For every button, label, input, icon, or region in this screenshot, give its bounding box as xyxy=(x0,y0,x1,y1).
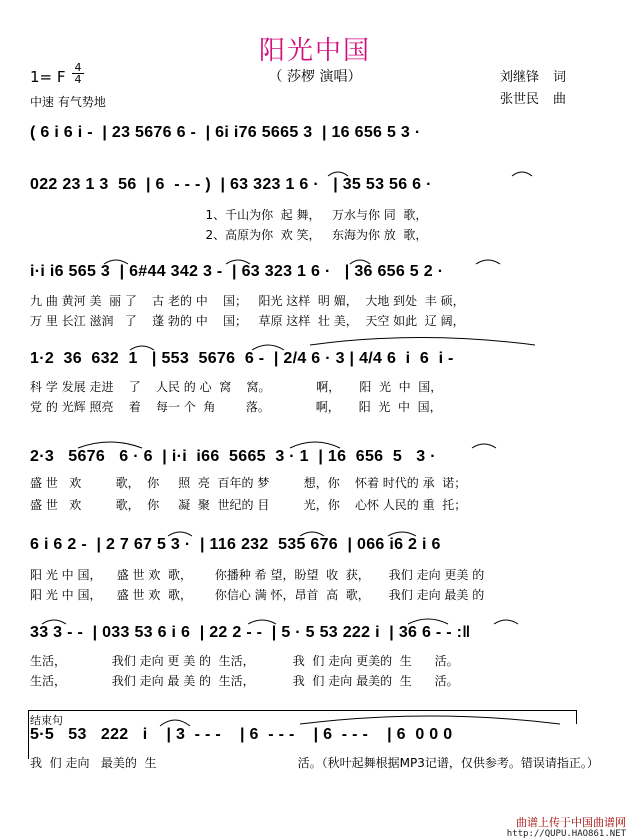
time-signature-bottom: 4 xyxy=(74,73,82,86)
lyric-system-3-verse-2: 万 里 长江 滋润 了 蓬 勃的 中 国； 草原 这样 壮 美， 天空 如此 辽 阔， xyxy=(30,314,465,328)
lyric-system-4-verse-1: 科 学 发展 走进 了 人民 的 心 窝 窝。 啊， 阳 光 中 国， xyxy=(30,380,443,394)
slur-mark xyxy=(388,532,416,536)
notes-system-5: 2·3 5676 6 · 6 | i·i i66 5665 3 · 1 | 16 656 5 3 · xyxy=(30,448,436,465)
slur-mark xyxy=(42,620,66,624)
slur-mark xyxy=(350,260,370,264)
tie-mark xyxy=(310,338,535,346)
slur-mark xyxy=(226,260,250,264)
slur-mark xyxy=(168,532,192,536)
notes-coda: 5·5 53 222 i | 3 - - - | 6 - - - | 6 - - - | 6 0 0 0 xyxy=(30,726,453,743)
slur-mark xyxy=(248,620,276,624)
lyric-system-5-verse-2: 盛 世 欢 歌， 你 凝 聚 世纪的 目 光，你 心怀 人民的 重 托； xyxy=(30,498,467,512)
notes-system-4: 1·2 36 632 1 | 553 5676 6 - | 2/4 6 · 3 | 4/4 6 i 6 i - xyxy=(30,350,454,367)
slur-mark xyxy=(408,619,448,624)
lyricist-role: 词 xyxy=(553,70,567,85)
site-watermark: 曲谱上传于中国曲谱网 xyxy=(516,816,626,829)
lyric-system-3-verse-1: 九 曲 黄河 美 丽 了 古 老的 中 国； 阳光 这样 明 媚， 大地 到处 丰 硕， xyxy=(30,294,465,308)
lyric-system-4-verse-2: 党 的 光辉 照亮 着 每一 个 角 落。 啊， 阳 光 中 国， xyxy=(30,400,442,414)
slur-mark xyxy=(300,532,324,536)
lyric-system-2-verse-1: 1、千山为你 起 舞， 万水与你 同 歌， xyxy=(30,208,428,222)
lyric-system-5-verse-1: 盛 世 欢 歌， 你 照 亮 百年的 梦 想，你 怀着 时代的 承 诺； xyxy=(30,476,467,490)
slur-mark xyxy=(130,346,154,350)
lyric-coda: 我 们 走向 最美的 生 活。（秋叶起舞根据MP3记谱，仅供参考。错误请指正。） xyxy=(30,756,599,770)
composer-role: 曲 xyxy=(553,92,567,107)
site-url: http://QUPU.HAO861.NET xyxy=(506,829,626,839)
notes-system-1: ( 6 i 6 i - | 23 5676 6 - | 6i i76 5665 3 | 16 656 5 3 · xyxy=(30,124,421,141)
lyric-system-7-verse-2: 生活， 我们 走向 最 美 的 生活， 我 们 走向 最美的 生 活。 xyxy=(30,674,459,688)
notes-system-3: i·i i6 565 3 | 6#44 342 3 - | 63 323 1 6 · | 36 656 5 2 · xyxy=(30,263,444,280)
lyric-system-2-verse-2: 2、高原为你 欢 笑， 东海为你 放 歌， xyxy=(30,228,428,242)
slur-mark xyxy=(78,442,142,448)
composer-name: 张世民 xyxy=(500,92,540,107)
lyric-system-6-verse-2: 阳 光 中 国， 盛 世 欢 歌， 你信心 满 怀，昂首 高 歌， 我们 走向 最美 的 xyxy=(30,588,485,602)
coda-label: 结束句 xyxy=(30,714,63,727)
slur-mark xyxy=(328,172,348,176)
slur-mark xyxy=(290,442,340,448)
tempo-marking: 中速 有气势地 xyxy=(30,95,106,109)
lyric-system-6-verse-1: 阳 光 中 国， 盛 世 欢 歌， 你播种 希 望，盼望 收 获， 我们 走向 更美 的 xyxy=(30,568,485,582)
key-signature: 1= F xyxy=(30,68,66,86)
notes-system-2: 022 23 1 3 56 | 6 - - - ) | 63 323 1 6 · | 35 53 56 6 · xyxy=(30,176,432,193)
slur-mark xyxy=(252,345,284,350)
time-signature-top: 4 xyxy=(74,61,82,74)
lyricist-name: 刘继锋 xyxy=(500,70,540,85)
slur-mark xyxy=(160,720,190,726)
notes-system-6: 6 i 6 2 - | 2 7 67 5 3 · | 116 232 535 676 | 066 i6 2 i 6 xyxy=(30,536,441,553)
lyric-system-7-verse-1: 生活， 我们 走向 更 美 的 生活， 我 们 走向 更美的 生 活。 xyxy=(30,654,459,668)
slur-mark xyxy=(472,444,496,448)
slur-mark xyxy=(494,620,518,624)
notes-system-7: 33 3 - - | 033 53 6 i 6 | 22 2 - - | 5 · 5 53 222 i | 36 6 - - :‖ xyxy=(30,624,471,641)
slur-mark xyxy=(512,172,532,176)
slur-mark xyxy=(104,260,128,264)
slur-mark xyxy=(476,260,500,264)
tie-mark xyxy=(300,716,560,724)
singer-credit: （ 莎椤 演唱） xyxy=(268,69,362,85)
song-title: 阳光中国 xyxy=(258,36,371,66)
